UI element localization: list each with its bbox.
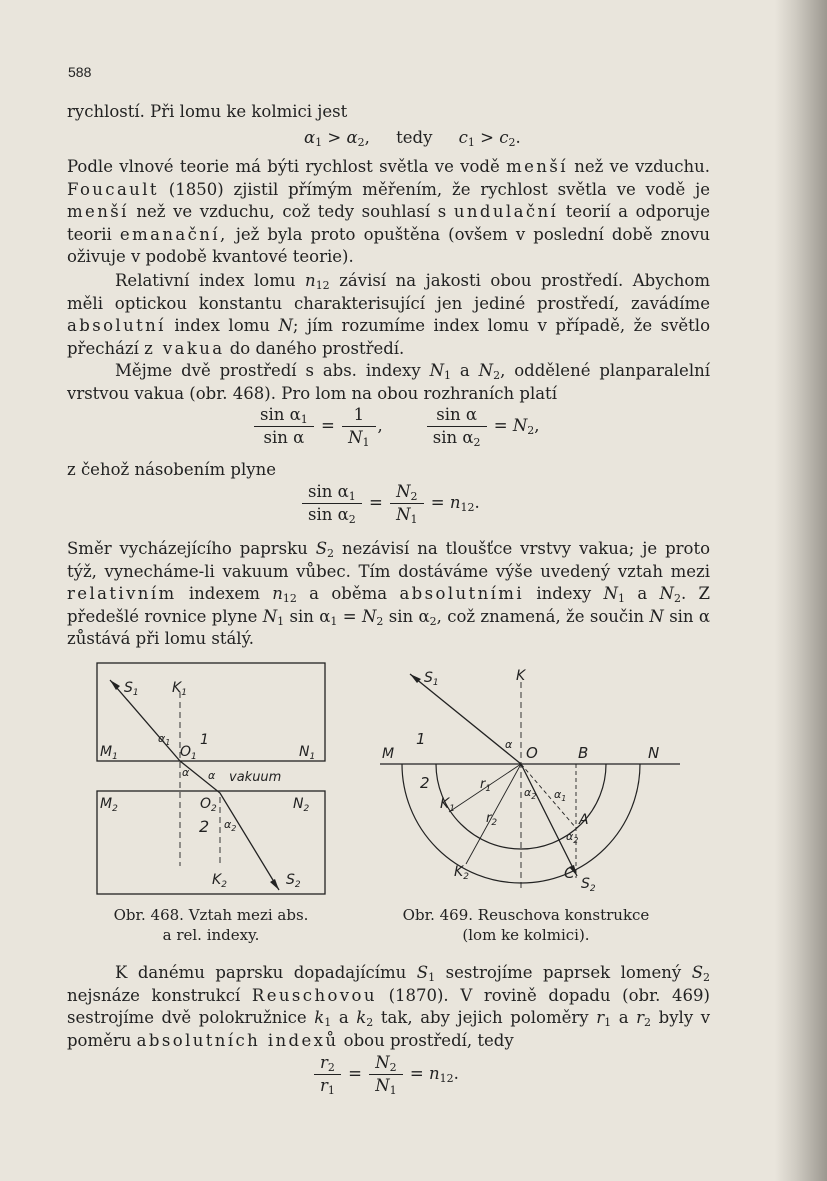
label-alpha: α: [505, 738, 513, 751]
equation-inequality: $\alpha_1 > \alpha_2$, tedy $c_1 > c_2$.: [304, 128, 521, 149]
label-alpha2: $\alpha_2$: [224, 818, 237, 833]
caption-468: Obr. 468. Vztah mezi abs. a rel. indexy.: [113, 906, 309, 944]
equation-refraction-pair: $\frac{\sin \alpha_1}{\text{sin α}}$ = $\frac{1}{N_1}$ , $\frac{\text{sin α}}{\sin \alpha_2}$ = $N_2$,: [252, 404, 540, 449]
label-vakuum: vakuum: [229, 770, 282, 785]
paragraph-reusch: K danému paprsku dopadajícímu $S_1$ sestrojíme paprsek lomený $S_2$ nejsnáze konstrukcí Reuschovou (1870). V rovině dopadu (obr. 469) sestrojíme dvě polokružnice $k_1$ a $k_2$ tak, aby jejich poloměry $r_1$ a $r_2$ byly v poměru absolutních indexů obou prostředí, tedy: [67, 963, 711, 1050]
paragraph-intro: rychlostí. Při lomu ke kolmici jest: [67, 102, 348, 121]
label-2: 2: [420, 774, 430, 792]
label-S2: $S_2$: [581, 876, 596, 894]
paragraph-exit-ray: Směr vycházejícího paprsku $S_2$ nezávisí na tloušťce vrstvy vakua; je proto týž, vynecháme-li vakuum vůbec. Tím dostáváme výše uvedený vztah mezi relativním indexem $n_{12}$ a oběma absolutními indexy $N_1$ a $N_2$. Z předešlé rovnice plyne $N_1$ $\sin \alpha_1 = N_2$ $\sin \alpha_2$, což znamená, že součin N sin α zůstává při lomu stálý.: [67, 539, 711, 648]
label-S1: $S_1$: [124, 680, 139, 698]
caption-469: Obr. 469. Reuschova konstrukce (lom ke kolmici).: [402, 906, 650, 944]
label-N: N: [648, 744, 660, 762]
label-M2: $M_2$: [100, 796, 118, 814]
label-r1: $r_1$: [480, 777, 492, 794]
page-number: 588: [68, 64, 92, 80]
label-alpha-vac-b: α: [208, 769, 216, 782]
label-K2: $K_2$: [454, 864, 469, 882]
label-alpha1: $\alpha_1$: [554, 788, 567, 803]
label-B: B: [578, 744, 589, 762]
label-alpha2: $\alpha_2$: [524, 786, 537, 801]
label-1: 1: [200, 732, 209, 748]
arrow-icon: [270, 879, 279, 890]
label-S1: $S_1$: [424, 670, 439, 688]
arrow-icon: [110, 680, 120, 690]
label-2: 2: [199, 817, 210, 836]
label-1: 1: [416, 730, 426, 748]
paragraph-wave-theory: Podle vlnové teorie má býti rychlost světla ve vodě menší než ve vzduchu. Foucault (1850) zjistil přímým měřením, že rychlost světla ve vodě je menší než ve vzduchu, což tedy souhlasí s undulační teorií a odporuje teorii emanační, jež byla proto opuštěna (ovšem v poslední době znovu oživuje v podobě kvantové teorie).: [67, 157, 711, 266]
label-K1: $K_1$: [172, 680, 187, 698]
label-N1: $N_1$: [299, 744, 316, 762]
label-O2: $O_2$: [200, 796, 217, 814]
equation-product: $\frac{\sin \alpha_1}{\sin \alpha_2}$ = $\frac{N_2}{N_1}$ = $n_{12}$.: [300, 481, 480, 526]
label-M1: $M_1$: [100, 744, 118, 762]
label-K1: $K_1$: [440, 796, 455, 814]
label-K: K: [516, 668, 526, 684]
label-N2: $N_2$: [293, 796, 310, 814]
label-alpha-vac-a: α: [182, 766, 190, 779]
paragraph-multiplying: z čehož násobením plyne: [67, 460, 276, 479]
figure-468: [96, 662, 326, 896]
label-O1: $O_1$: [180, 744, 197, 762]
figure-469: [380, 662, 680, 896]
label-O: O: [526, 744, 538, 762]
label-alpha2b: $\alpha_2$: [566, 830, 579, 845]
paragraph-two-media: Mějme dvě prostředí s abs. indexy $N_1$ a $N_2$, oddělené planparalelní vrstvou vakua (obr. 468). Pro lom na obou rozhraních platí: [67, 361, 710, 403]
label-alpha1: $\alpha_1$: [158, 732, 171, 747]
light-ray: [110, 680, 282, 890]
label-K2: $K_2$: [212, 872, 227, 890]
label-M: M: [382, 746, 395, 762]
label-C: C: [564, 864, 575, 882]
medium-1-box: [97, 663, 325, 761]
label-S2: $S_2$: [286, 872, 301, 890]
label-r2: $r_2$: [486, 811, 498, 828]
equation-radius-ratio: $\frac{r_2}{r_1}$ = $\frac{N_2}{N_1}$ = $n_{12}$.: [312, 1052, 459, 1097]
page-edge-shadow: [775, 0, 827, 1181]
label-A: A: [579, 812, 589, 828]
paragraph-relative-index: Relativní index lomu $n_{12}$ závisí na jakosti obou prostředí. Abychom měli optickou konstantu charakterisující jen jediné prostředí, zavádíme absolutní index lomu N; jím rozumíme index lomu v případě, že světlo přechází z vakua do daného prostředí.: [67, 271, 711, 358]
